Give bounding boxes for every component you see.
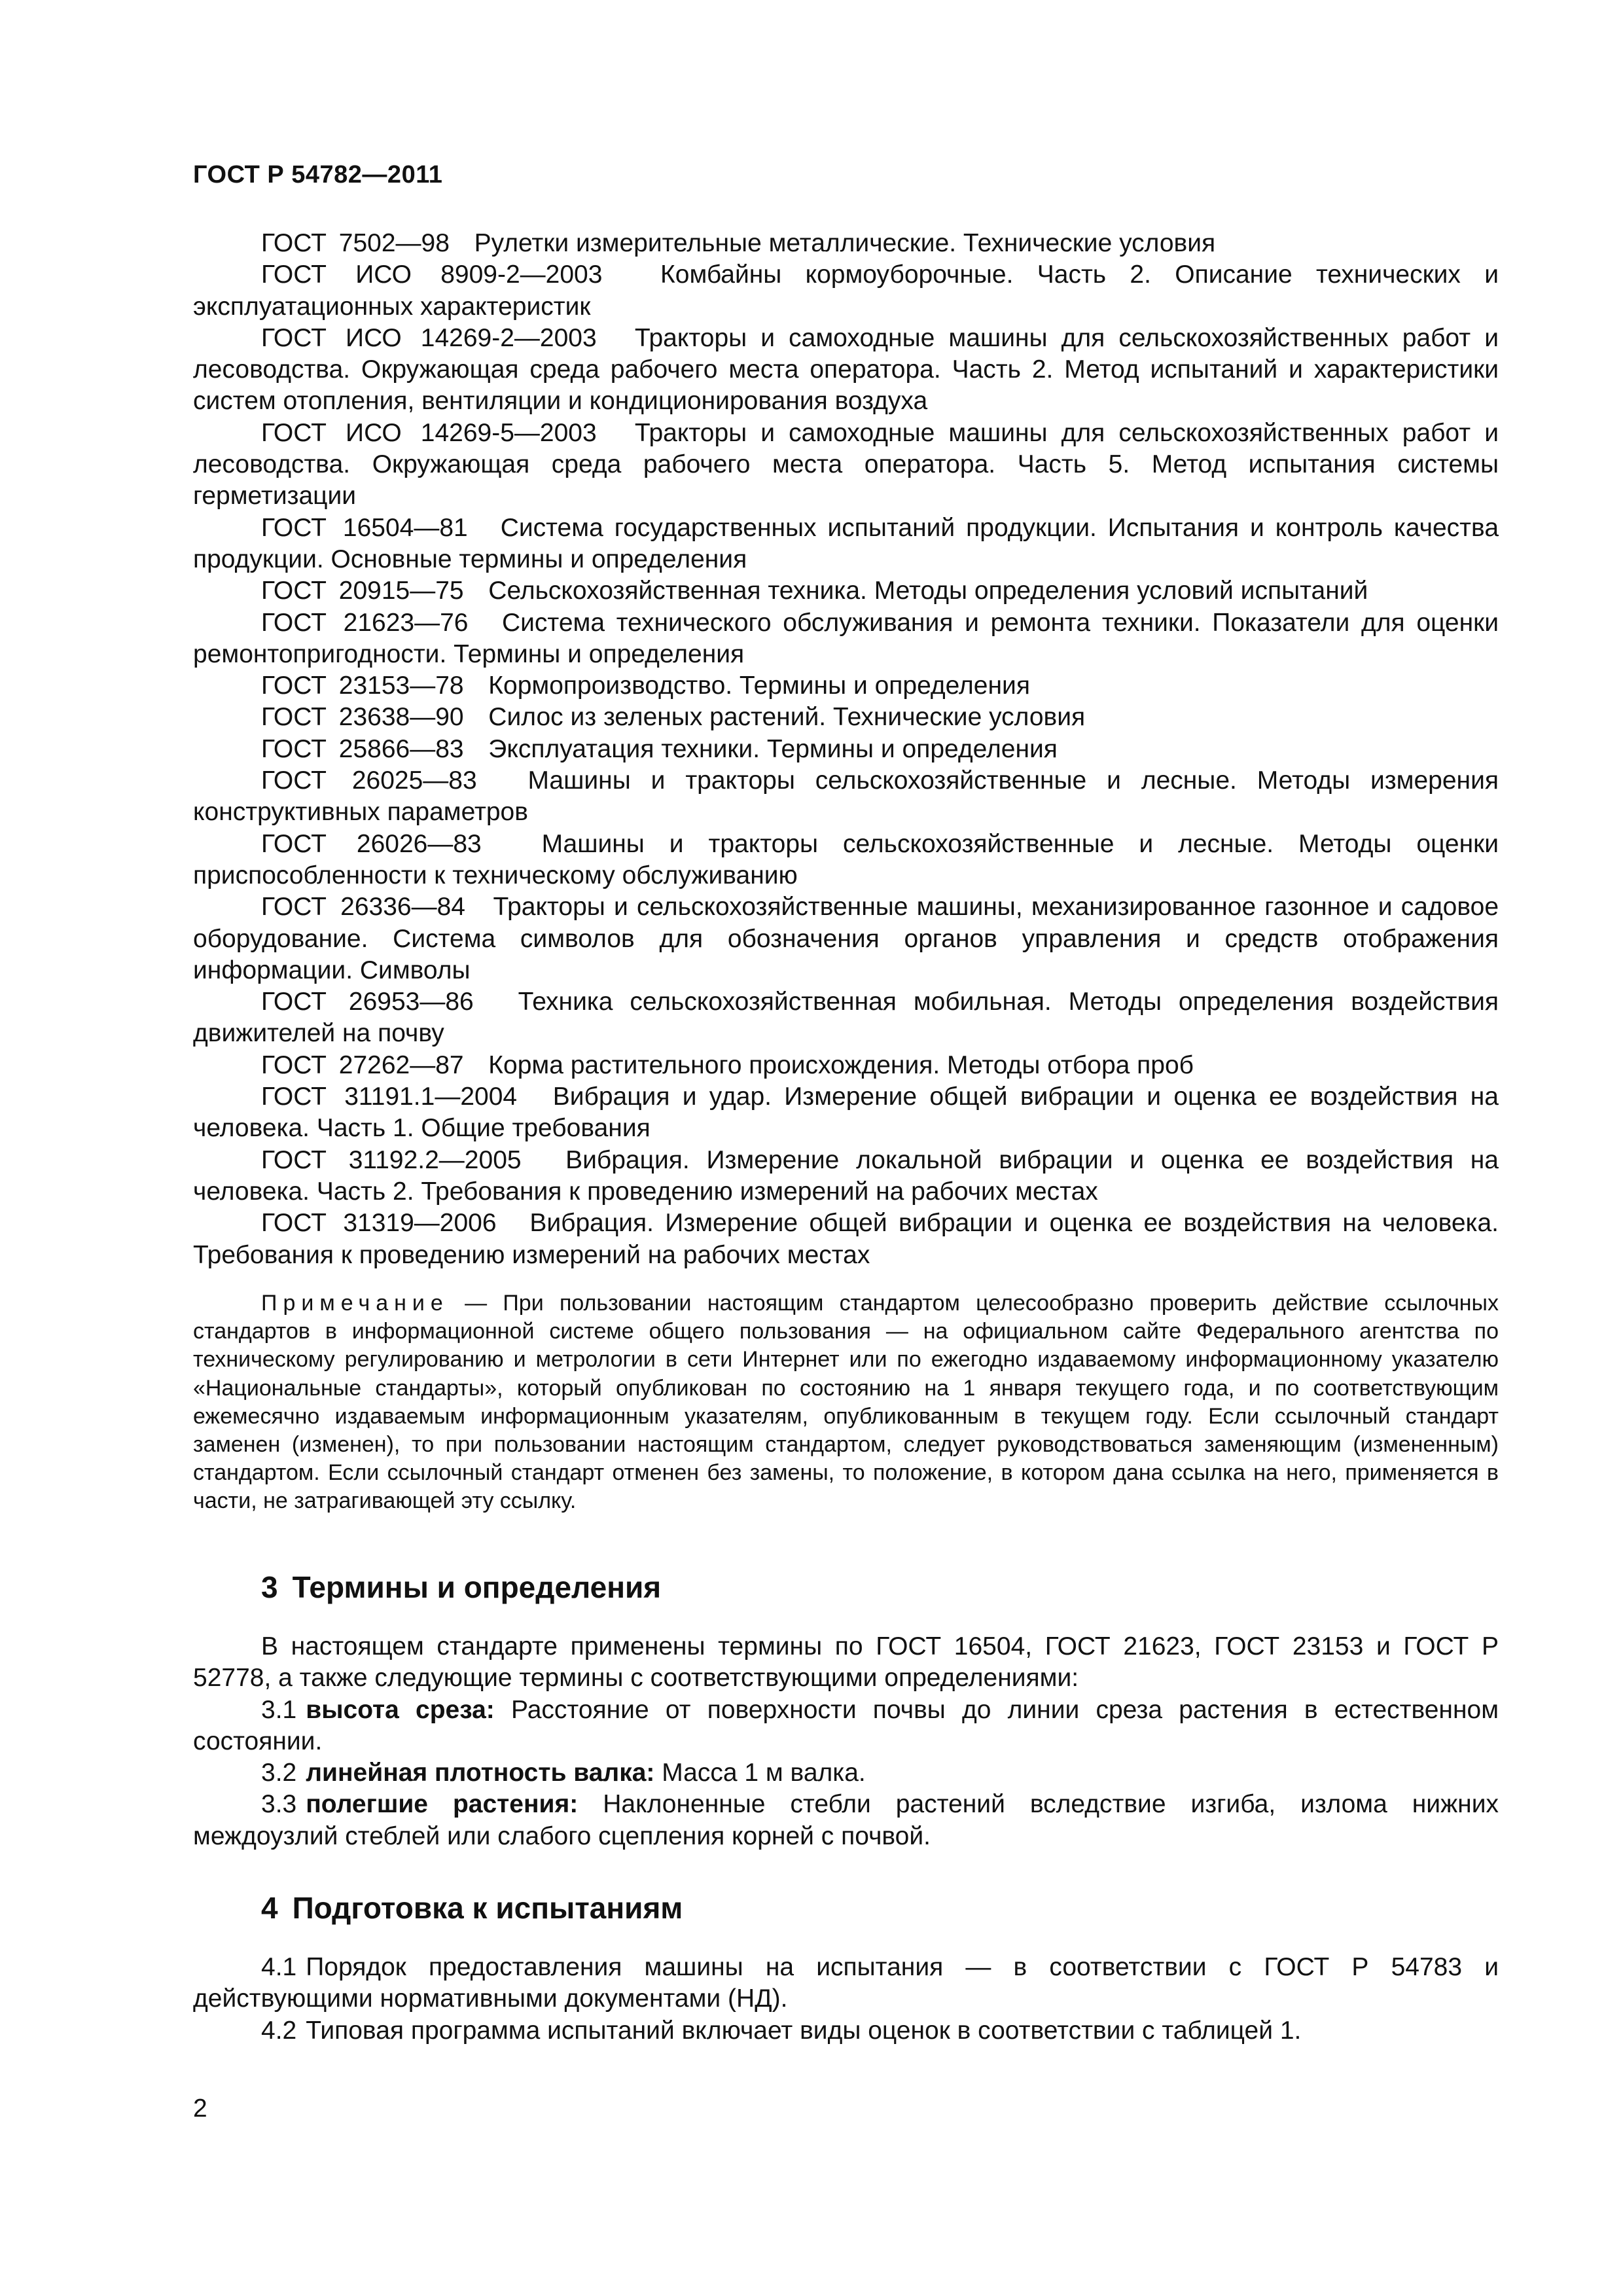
reference-title: Сельскохозяйственная техника. Методы определения условий испытаний bbox=[488, 577, 1368, 605]
document-code-header: ГОСТ Р 54782—2011 bbox=[193, 161, 443, 188]
clause-number: 4.1 bbox=[261, 1953, 297, 1981]
reference-standard-id: ГОСТ 26953—86 bbox=[261, 988, 474, 1016]
reference-standard-id: ГОСТ 26336—84 bbox=[261, 893, 466, 922]
reference-entry bbox=[193, 1050, 1499, 1081]
reference-entry bbox=[193, 670, 1499, 702]
reference-title: Система государственных испытаний продукции. Испытания и контроль качества продукции. Основные термины и определения bbox=[193, 513, 1499, 573]
terms-intro: В настоящем стандарте применены термины по ГОСТ 16504, ГОСТ 21623, ГОСТ 23153 и ГОСТ Р 52778, а также следующие термины с соответствующими определениями: bbox=[193, 1632, 1499, 1693]
term-name: высота среза: bbox=[306, 1695, 495, 1724]
reference-standard-id: ГОСТ ИСО 14269-2—2003 bbox=[261, 323, 597, 352]
reference-title: Вибрация. Измерение общей вибрации и оценка ее воздействия на человека. Требования к проведению измерений на рабочих местах bbox=[193, 1209, 1499, 1269]
reference-standard-id: ГОСТ ИСО 8909-2—2003 bbox=[261, 260, 603, 289]
reference-title: Тракторы и самоходные машины для сельскохозяйственных работ и лесоводства. Окружающая среда рабочего места оператора. Часть 5. Метод испытания системы герметизации bbox=[193, 418, 1499, 511]
clause-text: Типовая программа испытаний включает виды оценок в соответствии с таблицей 1. bbox=[306, 2016, 1302, 2045]
reference-standard-id: ГОСТ 31192.2—2005 bbox=[261, 1145, 522, 1174]
note-block bbox=[193, 1289, 1499, 1516]
reference-title: Тракторы и самоходные машины для сельскохозяйственных работ и лесоводства. Окружающая среда рабочего места оператора. Часть 2. Метод испытаний и характеристики систем отопления, вентиляции и кондиционирования воздуха bbox=[193, 323, 1499, 416]
term-number: 3.2 bbox=[261, 1759, 297, 1787]
reference-entry bbox=[193, 829, 1499, 892]
reference-entry bbox=[193, 891, 1499, 986]
reference-standard-id: ГОСТ 16504—81 bbox=[261, 513, 468, 542]
reference-standard-id: ГОСТ 23153—78 bbox=[261, 672, 464, 700]
term-item bbox=[193, 1789, 1499, 1852]
reference-entry bbox=[193, 228, 1499, 259]
term-definition: Расстояние от поверхности почвы до линии среза растения в естественном состоянии. bbox=[193, 1695, 1499, 1755]
reference-title: Рулетки измерительные металлические. Технические условия bbox=[474, 229, 1216, 257]
section-title: Термины и определения bbox=[292, 1570, 662, 1604]
reference-entry bbox=[193, 607, 1499, 671]
reference-entry bbox=[193, 986, 1499, 1050]
reference-entry bbox=[193, 765, 1499, 829]
reference-entry bbox=[193, 734, 1499, 765]
reference-title: Машины и тракторы сельскохозяйственные и лесные. Методы измерения конструктивных параметров bbox=[193, 766, 1499, 827]
reference-entry bbox=[193, 702, 1499, 733]
clause-number: 4.2 bbox=[261, 2016, 297, 2045]
reference-title: Эксплуатация техники. Термины и определения bbox=[488, 734, 1058, 763]
reference-title: Корма растительного происхождения. Методы отбора проб bbox=[488, 1050, 1194, 1079]
section-number: 4 bbox=[261, 1891, 278, 1925]
section-heading-terms bbox=[193, 1570, 661, 1605]
term-name: линейная плотность валка: bbox=[306, 1759, 655, 1787]
section-number: 3 bbox=[261, 1570, 278, 1604]
page-number: 2 bbox=[193, 2094, 207, 2123]
reference-title: Вибрация. Измерение локальной вибрации и оценка ее воздействия на человека. Часть 2. Требования к проведению измерений на рабочих местах bbox=[193, 1145, 1499, 1206]
reference-entry bbox=[193, 1208, 1499, 1271]
reference-entry bbox=[193, 1145, 1499, 1208]
reference-standard-id: ГОСТ 31191.1—2004 bbox=[261, 1083, 518, 1111]
reference-entry bbox=[193, 512, 1499, 576]
reference-entry bbox=[193, 259, 1499, 323]
reference-standard-id: ГОСТ 26026—83 bbox=[261, 829, 482, 858]
reference-title: Силос из зеленых растений. Технические условия bbox=[488, 703, 1086, 732]
reference-standard-id: ГОСТ ИСО 14269-5—2003 bbox=[261, 418, 597, 447]
term-item bbox=[193, 1757, 1499, 1789]
clause-item bbox=[193, 2015, 1499, 2047]
reference-standard-id: ГОСТ 27262—87 bbox=[261, 1050, 464, 1079]
note-text: — При пользовании настоящим стандартом целесообразно проверить действие ссылочных стандартов в информационной системе общего пользования — на официальном сайте Федерального агентства по техническому регулированию и метрологии в сети Интернет или по ежегодно издаваемому информационному указателю «Национальные стандарты», который опубликован по состоянию на 1 января текущего года, и по соответствующим ежемесячно издаваемым информационным указателям, опубликованным в текущем году. Если ссылочный стандарт заменен (изменен), то при пользовании настоящим стандартом, следует руководствоваться заменяющим (измененным) стандартом. Если ссылочный стандарт отменен без замены, то положение, в котором дана ссылка на него, применяется в части, не затрагивающей эту ссылку. bbox=[193, 1291, 1499, 1514]
reference-standard-id: ГОСТ 7502—98 bbox=[261, 229, 450, 257]
section-heading-test-preparation bbox=[193, 1890, 683, 1926]
terms-section-body bbox=[193, 1631, 1499, 1852]
reference-title: Тракторы и сельскохозяйственные машины, механизированное газонное и садовое оборудование. Система символов для обозначения органов управления и средств отображения информации. Символы bbox=[193, 893, 1499, 984]
term-number: 3.3 bbox=[261, 1790, 297, 1819]
reference-title: Комбайны кормоуборочные. Часть 2. Описание технических и эксплуатационных характеристик bbox=[193, 260, 1499, 321]
clause-text: Порядок предоставления машины на испытания — в соответствии с ГОСТ Р 54783 и действующими нормативными документами (НД). bbox=[193, 1953, 1499, 2013]
term-definition: Наклоненные стебли растений вследствие изгиба, излома нижних междоузлий стеблей или слабого сцепления корней с почвой. bbox=[193, 1790, 1499, 1850]
note-paragraph bbox=[193, 1289, 1499, 1516]
clause-item bbox=[193, 1952, 1499, 2015]
note-label: Примечание bbox=[261, 1291, 449, 1316]
test-preparation-section-body bbox=[193, 1952, 1499, 2047]
reference-standard-id: ГОСТ 20915—75 bbox=[261, 577, 464, 605]
term-item bbox=[193, 1695, 1499, 1758]
normative-references-list bbox=[193, 228, 1499, 1271]
term-definition: Масса 1 м валка. bbox=[662, 1759, 866, 1787]
reference-title: Вибрация и удар. Измерение общей вибрации и оценка ее воздействия на человека. Часть 1. Общие требования bbox=[193, 1083, 1499, 1143]
reference-entry bbox=[193, 323, 1499, 418]
reference-entry bbox=[193, 1081, 1499, 1145]
reference-title: Система технического обслуживания и ремонта техники. Показатели для оценки ремонтопригодности. Термины и определения bbox=[193, 608, 1499, 668]
reference-title: Машины и тракторы сельскохозяйственные и лесные. Методы оценки приспособленности к техническому обслуживанию bbox=[193, 829, 1499, 889]
reference-title: Кормопроизводство. Термины и определения bbox=[488, 672, 1030, 700]
reference-standard-id: ГОСТ 23638—90 bbox=[261, 703, 464, 732]
reference-standard-id: ГОСТ 26025—83 bbox=[261, 766, 477, 795]
reference-title: Техника сельскохозяйственная мобильная. Методы определения воздействия движителей на почву bbox=[193, 988, 1499, 1048]
reference-entry bbox=[193, 575, 1499, 607]
term-name: полегшие растения: bbox=[306, 1790, 579, 1819]
reference-standard-id: ГОСТ 31319—2006 bbox=[261, 1209, 497, 1238]
reference-standard-id: ГОСТ 25866—83 bbox=[261, 734, 464, 763]
reference-standard-id: ГОСТ 21623—76 bbox=[261, 608, 469, 637]
section-title: Подготовка к испытаниям bbox=[292, 1891, 683, 1925]
reference-entry bbox=[193, 418, 1499, 512]
term-number: 3.1 bbox=[261, 1695, 297, 1724]
